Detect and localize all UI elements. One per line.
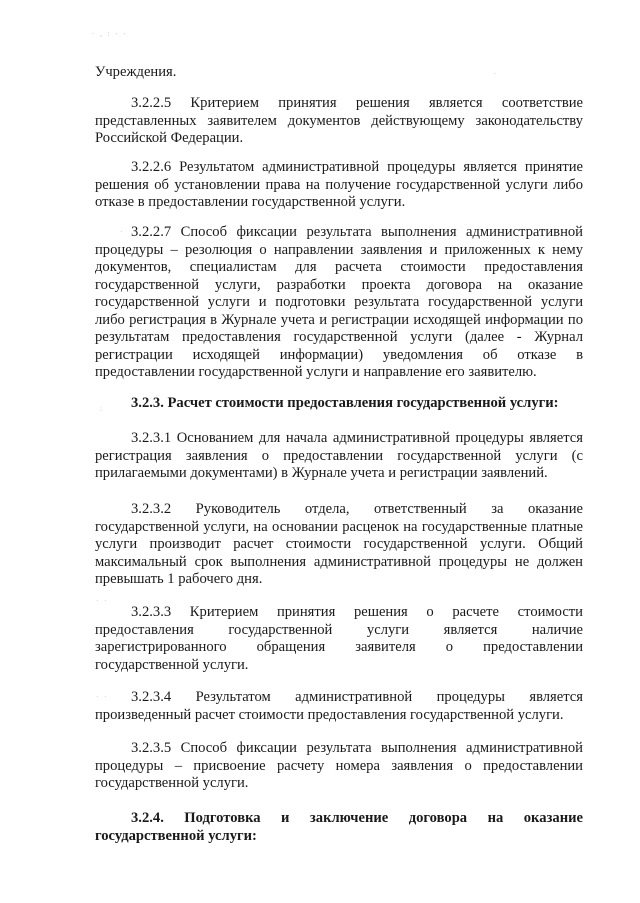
paragraph [95, 95, 583, 148]
paragraph-text: 3.2.2.6 Результатом административной процедуры является принятие решения об установлении права на получение государственной услуги либо отказе в предоставлении государственной услуги. [95, 159, 583, 210]
scan-artifact: : [100, 405, 104, 413]
paragraph [95, 604, 583, 674]
heading-text: 3.2.3. Расчет стоимости предоставления государственной услуги: [131, 395, 559, 411]
paragraph-text: 3.2.2.5 Критерием принятия решения является соответствие представленных заявителем документов действующему законодательству Российской Федерации. [95, 95, 583, 146]
scan-artifact: · · [96, 597, 109, 605]
paragraph [95, 689, 583, 724]
scan-artifact: · [120, 228, 125, 236]
paragraph-text: 3.2.3.5 Способ фиксации результата выполнения административной процедуры – присвоение расчету номера заявления о предоставлении государственной услуги. [95, 740, 583, 791]
section-heading [95, 810, 583, 845]
paragraph [95, 430, 583, 483]
paragraph-text: 3.2.2.7 Способ фиксации результата выполнения административной процедуры – резолюция о направлении заявления и приложенных к нему документов, специалистам для расчета стоимости предоставления государственной услуги, разработки проекта договора на оказание государственной услуги и подготовки результата государственной услуги либо регистрация в Журнале учета и регистрации исходящей информации по результатам предоставления государственной услуги (далее - Журнал регистрации исходящей информации) уведомления об отказе в предоставлении государственной услуги и направление его заявителю. [95, 224, 583, 380]
paragraph-text: Учреждения. [95, 64, 177, 80]
section-heading [95, 395, 583, 413]
paragraph [95, 64, 583, 82]
heading-text: 3.2.4. Подготовка и заключение договора на оказание государственной услуги: [95, 810, 583, 844]
paragraph [95, 501, 583, 589]
scan-artifact: · · [96, 693, 109, 701]
paragraph [95, 740, 583, 793]
scan-artifact: . [494, 68, 498, 76]
paragraph [95, 224, 583, 382]
scan-artifact: · , : · · [92, 30, 128, 38]
paragraph-text: 3.2.3.1 Основанием для начала административной процедуры является регистрация заявления о предоставлении государственной услуги (с прилагаемыми документами) в Журнале учета и регистрации заявлений. [95, 430, 583, 481]
paragraph-text: 3.2.3.3 Критерием принятия решения о расчете стоимости предоставления государственной услуги является наличие зарегистрированного обращения заявителя о предоставлении государственной услуги. [95, 604, 583, 673]
paragraph [95, 159, 583, 212]
paragraph-text: 3.2.3.2 Руководитель отдела, ответственный за оказание государственной услуги, на основании расценок на государственные платные услуги производит расчет стоимости государственной услуги. Общий максимальный срок выполнения административной процедуры не должен превышать 1 рабочего дня. [95, 501, 583, 587]
paragraph-text: 3.2.3.4 Результатом административной процедуры является произведенный расчет стоимости предоставления государственной услуги. [95, 689, 583, 723]
